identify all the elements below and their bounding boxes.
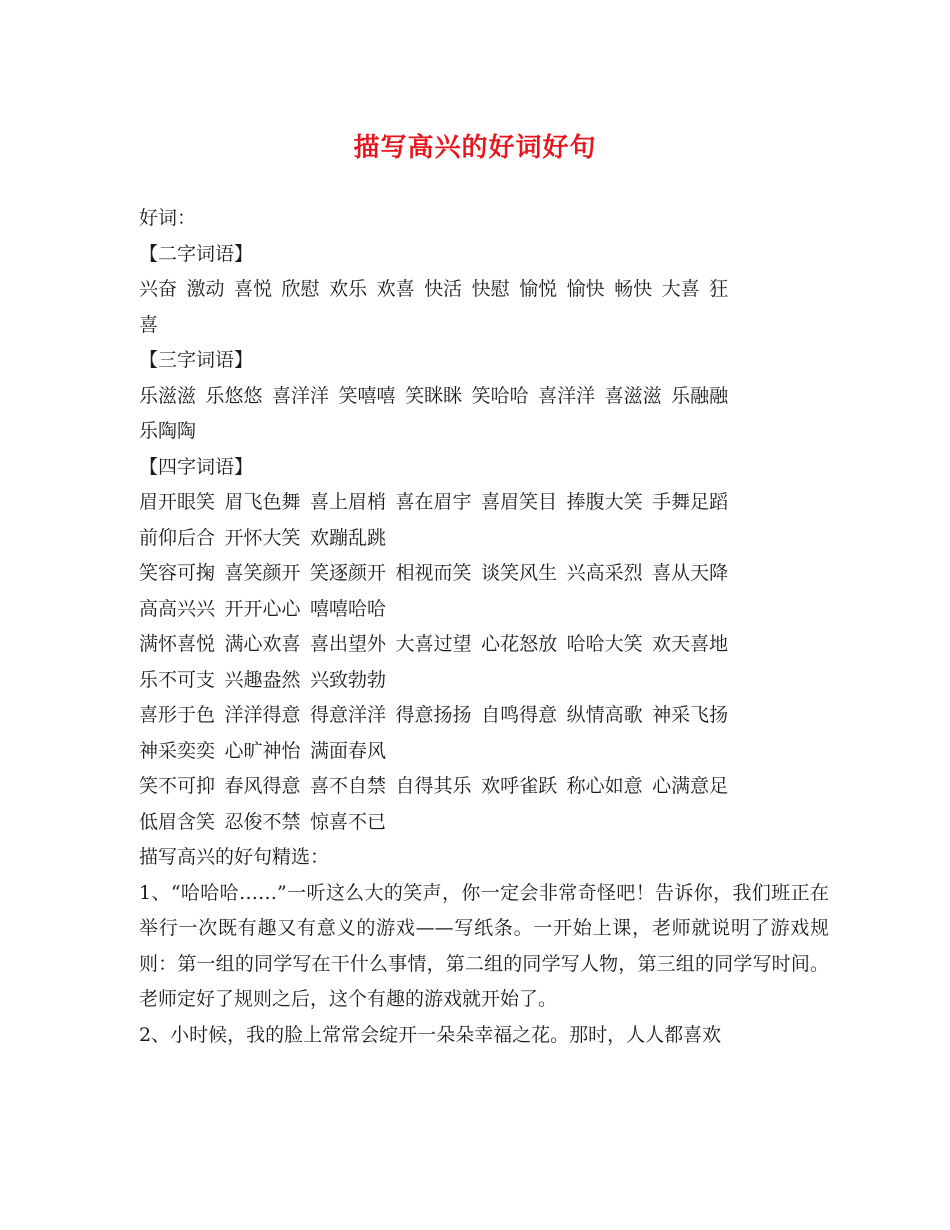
word: 喜在眉宇	[395, 491, 472, 513]
word: 心花怒放	[481, 633, 558, 655]
word: 喜笑颜开	[224, 562, 301, 584]
sentence-paragraph: 2、小时候，我的脸上常常会绽开一朵朵幸福之花。那时，人人都喜欢	[139, 1023, 722, 1046]
page-title: 描写高兴的好词好句	[353, 133, 597, 163]
word: 相视而笑	[395, 562, 472, 584]
word-line	[139, 627, 829, 663]
word: 喜不自禁	[310, 775, 387, 797]
word: 得意洋洋	[310, 704, 387, 726]
word: 哈哈大笑	[566, 633, 643, 655]
word: 快慰	[471, 278, 510, 300]
word: 喜眉笑目	[481, 491, 558, 513]
word: 喜悦	[234, 278, 273, 300]
word: 笑眯眯	[405, 384, 463, 407]
word: 喜上眉梢	[310, 491, 387, 513]
word: 谈笑风生	[481, 562, 558, 584]
word: 心旷神怡	[224, 739, 301, 762]
word: 兴趣盎然	[224, 668, 301, 691]
word: 笑容可掬	[139, 562, 216, 584]
word: 喜	[139, 313, 159, 336]
word: 满心欢喜	[224, 633, 301, 655]
word: 低眉含笑	[139, 810, 216, 833]
word: 惊喜不已	[310, 810, 387, 833]
word: 畅快	[614, 278, 653, 300]
word: 春风得意	[224, 775, 301, 797]
word: 开怀大笑	[224, 526, 301, 549]
word-line	[139, 272, 829, 308]
word: 愉悦	[519, 278, 558, 300]
word: 乐不可支	[139, 668, 216, 691]
word-line	[139, 698, 829, 734]
word: 眉飞色舞	[224, 491, 301, 513]
word: 开开心心	[224, 597, 301, 620]
word-line	[139, 485, 829, 521]
word: 笑哈哈	[471, 384, 529, 407]
word: 高高兴兴	[139, 597, 216, 620]
word: 喜滋滋	[604, 384, 662, 407]
word: 喜从天降	[652, 562, 729, 584]
word: 欢喜	[376, 278, 415, 300]
word: 神采飞扬	[652, 704, 729, 726]
word: 愉快	[566, 278, 605, 300]
word: 眉开眼笑	[139, 491, 216, 513]
word-line	[139, 308, 829, 344]
word: 笑嘻嘻	[338, 384, 396, 407]
word: 兴奋	[139, 278, 178, 300]
word: 得意扬扬	[395, 704, 472, 726]
word: 满怀喜悦	[139, 633, 216, 655]
word: 喜出望外	[310, 633, 387, 655]
word: 激动	[186, 278, 225, 300]
word: 快活	[424, 278, 463, 300]
word: 心满意足	[652, 775, 729, 797]
word-line	[139, 734, 829, 770]
word-line	[139, 379, 829, 415]
word: 自鸣得意	[481, 704, 558, 726]
word: 欢蹦乱跳	[310, 526, 387, 549]
word-line	[139, 592, 829, 628]
word: 喜洋洋	[538, 384, 596, 407]
section-heading-two-char: 【二字词语】	[139, 242, 254, 265]
section-heading-four-char: 【四字词语】	[139, 455, 254, 478]
sentences-label: 描写高兴的好句精选：	[139, 846, 330, 868]
word: 乐陶陶	[139, 420, 197, 442]
word: 兴致勃勃	[310, 668, 387, 691]
word: 欢乐	[329, 278, 368, 300]
word-line	[139, 663, 829, 699]
section-heading-three-char: 【三字词语】	[139, 349, 254, 371]
word: 乐滋滋	[139, 384, 197, 407]
word-line	[139, 769, 829, 805]
word: 满面春风	[310, 739, 387, 762]
word: 喜形于色	[139, 704, 216, 726]
word: 忍俊不禁	[224, 810, 301, 833]
word: 笑逐颜开	[310, 562, 387, 584]
word-line	[139, 521, 829, 557]
word: 狂	[709, 278, 729, 300]
word: 欣慰	[281, 278, 320, 300]
word-line	[139, 556, 829, 592]
word-line	[139, 805, 829, 841]
word: 洋洋得意	[224, 704, 301, 726]
word: 手舞足蹈	[652, 491, 729, 513]
word-line	[139, 414, 829, 450]
word: 神采奕奕	[139, 739, 216, 762]
word: 乐融融	[671, 384, 729, 407]
word: 捧腹大笑	[566, 491, 643, 513]
good-words-label: 好词：	[139, 207, 197, 229]
word: 兴高采烈	[566, 562, 643, 584]
sentence-paragraph: 1、“哈哈哈……”一听这么大的笑声，你一定会非常奇怪吧！告诉你，我们班正在举行一次既有趣又有意义的游戏——写纸条。一开始上课，老师就说明了游戏规则：第一组的同学写在干什么事情，第二组的同学写人物，第三组的同学写时间。老师定好了规则之后，这个有趣的游戏就开始了。	[139, 881, 829, 1010]
document-body	[139, 201, 829, 1053]
word: 乐悠悠	[205, 384, 263, 407]
word: 欢天喜地	[652, 633, 729, 655]
word: 嘻嘻哈哈	[310, 597, 387, 620]
word: 欢呼雀跃	[481, 775, 558, 797]
word: 称心如意	[566, 775, 643, 797]
word: 喜洋洋	[272, 384, 330, 407]
word: 自得其乐	[395, 775, 472, 797]
word: 前仰后合	[139, 526, 216, 549]
word: 大喜	[661, 278, 700, 300]
word: 笑不可抑	[139, 775, 216, 797]
word: 纵情高歌	[566, 704, 643, 726]
word: 大喜过望	[395, 633, 472, 655]
